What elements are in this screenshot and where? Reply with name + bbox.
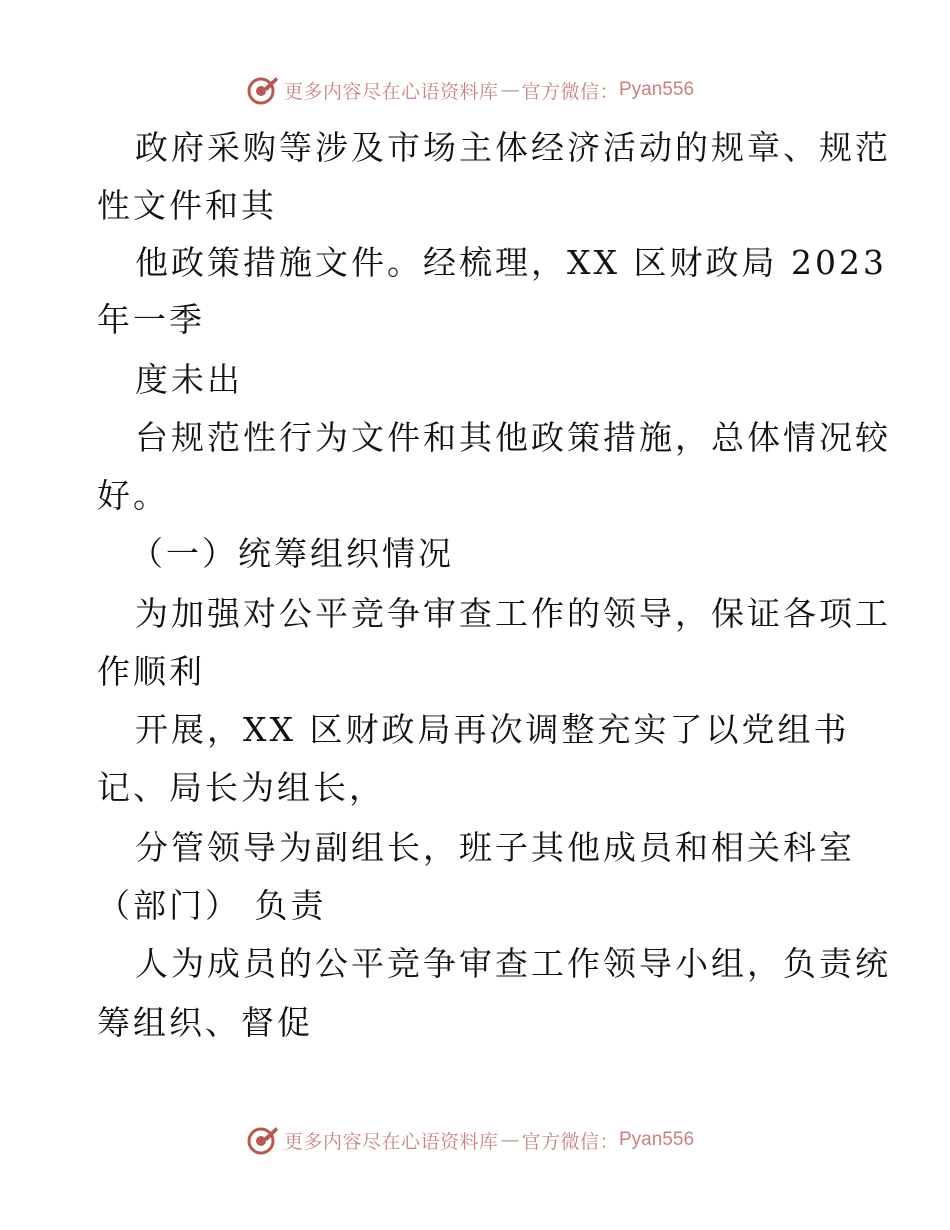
- body-line: 度未出: [135, 360, 243, 399]
- body-line: 好。: [97, 476, 169, 515]
- body-line: 筹组织、督促: [97, 1003, 313, 1042]
- body-line: （部门） 负责: [97, 886, 327, 925]
- body-line: 作顺利: [97, 652, 205, 691]
- body-line: 分管领导为副组长，班子其他成员和相关科室: [135, 828, 855, 867]
- section-heading: （一）统筹组织情况: [130, 534, 454, 573]
- footer-watermark: [0, 1120, 950, 1160]
- logo-icon: [246, 1123, 280, 1157]
- body-line: 人为成员的公平竞争审查工作领导小组，负责统: [135, 944, 891, 983]
- body-line: 记、局长为组长，: [97, 768, 385, 807]
- watermark-wechat-label: 官方微信：: [521, 80, 619, 103]
- watermark-dash: —: [500, 79, 520, 101]
- body-line: 年一季: [97, 300, 205, 339]
- body-line: 性文件和其: [97, 186, 277, 225]
- body-line: 为加强对公平竞争审查工作的领导，保证各项工: [135, 594, 891, 633]
- watermark-dash: —: [500, 1129, 520, 1151]
- logo-icon: [246, 73, 280, 107]
- watermark-site-text: 更多内容尽在心语资料库: [283, 80, 499, 103]
- body-line: 台规范性行为文件和其他政策措施，总体情况较: [135, 418, 891, 457]
- body-line: 开展，XX 区财政局再次调整充实了以党组书: [135, 710, 850, 749]
- body-line: 他政策措施文件。经梳理，XX 区财政局 2023: [135, 243, 887, 282]
- watermark-wechat-label: 官方微信：: [521, 1130, 619, 1153]
- watermark-wechat-id: Pyan556: [619, 1129, 695, 1150]
- header-watermark: [0, 70, 950, 110]
- body-line: 政府采购等涉及市场主体经济活动的规章、规范: [135, 128, 891, 167]
- watermark-site-text: 更多内容尽在心语资料库: [283, 1130, 499, 1153]
- watermark-wechat-id: Pyan556: [619, 79, 695, 100]
